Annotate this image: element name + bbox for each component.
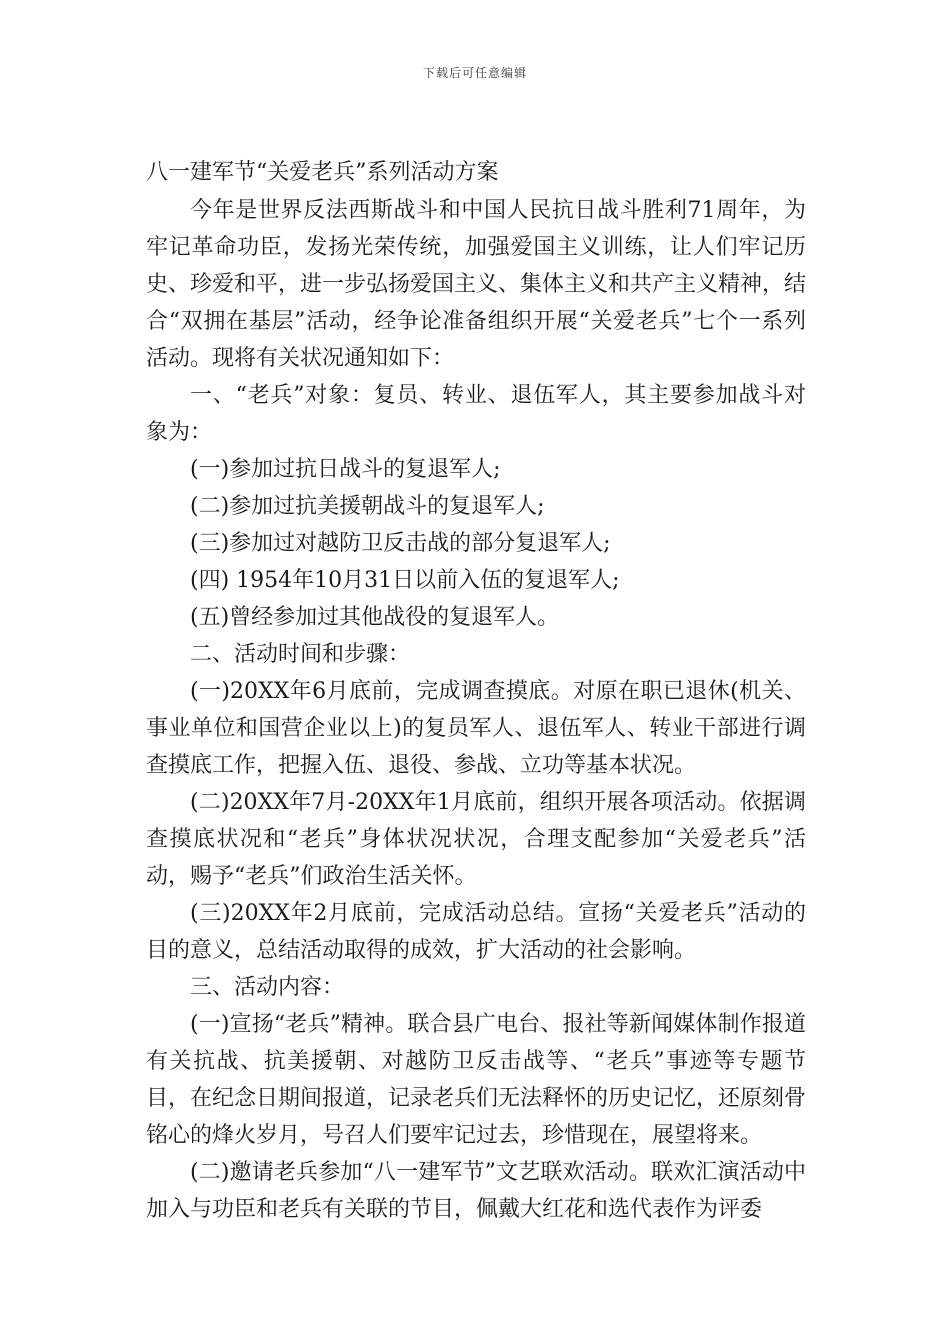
content-item: (二)邀请老兵参加“八一建军节”文艺联欢活动。联欢汇演活动中加入与功臣和老兵有关联的节目，佩戴大红花和选代表作为评委 bbox=[146, 1160, 806, 1222]
list-item: (四) 1954年10月31日以前入伍的复退军人; bbox=[190, 568, 620, 593]
schedule-step: (二)20XX年7月-20XX年1月底前，组织开展各项活动。依据调查摸底状况和“老兵”身体状况状况，合理支配参加“关爱老兵”活动，赐予“老兵”们政治生活关怀。 bbox=[146, 790, 806, 889]
content-item: (一)宣扬“老兵”精神。联合县广电台、报社等新闻媒体制作报道有关抗战、抗美援朝、对越防卫反击战等、“老兵”事迹等专题节目，在纪念日期间报道，记录老兵们无法释怀的历史记忆，还原刻骨铭心的烽火岁月，号召人们要牢记过去，珍惜现在，展望将来。 bbox=[146, 1012, 807, 1148]
header-note: 下载后可任意编辑 bbox=[422, 66, 527, 80]
section-heading-targets: 一、“老兵”对象：复员、转业、退伍军人，其主要参加战斗对象为： bbox=[146, 383, 806, 445]
list-item: (一)参加过抗日战斗的复退军人; bbox=[190, 457, 501, 482]
list-item: (二)参加过抗美援朝战斗的复退军人; bbox=[190, 494, 545, 519]
document-title: 八一建军节“关爱老兵”系列活动方案 bbox=[146, 160, 499, 185]
paragraph-intro: 今年是世界反法西斯战斗和中国人民抗日战斗胜利71周年，为牢记革命功臣，发扬光荣传统，加强爱国主义训练，让人们牢记历史、珍爱和平，进一步弘扬爱国主义、集体主义和共产主义精神，结合“双拥在基层”活动，经争论准备组织开展“关爱老兵”七个一系列活动。现将有关状况通知如下： bbox=[146, 198, 807, 371]
list-item: (三)参加过对越防卫反击战的部分复退军人; bbox=[190, 531, 611, 556]
schedule-step: (三)20XX年2月底前，完成活动总结。宣扬“关爱老兵”活动的目的意义，总结活动取得的成效，扩大活动的社会影响。 bbox=[146, 901, 806, 963]
list-item: (五)曾经参加过其他战役的复退军人。 bbox=[190, 605, 560, 630]
schedule-step: (一)20XX年6月底前，完成调查摸底。对原在职已退休(机关、事业单位和国营企业以上)的复员军人、退伍军人、转业干部进行调查摸底工作，把握入伍、退役、参战、立功等基本状况。 bbox=[146, 679, 806, 778]
document-body bbox=[146, 154, 806, 1228]
section-heading-content: 三、活动内容： bbox=[190, 975, 345, 1000]
section-heading-schedule: 二、活动时间和步骤： bbox=[190, 642, 411, 667]
